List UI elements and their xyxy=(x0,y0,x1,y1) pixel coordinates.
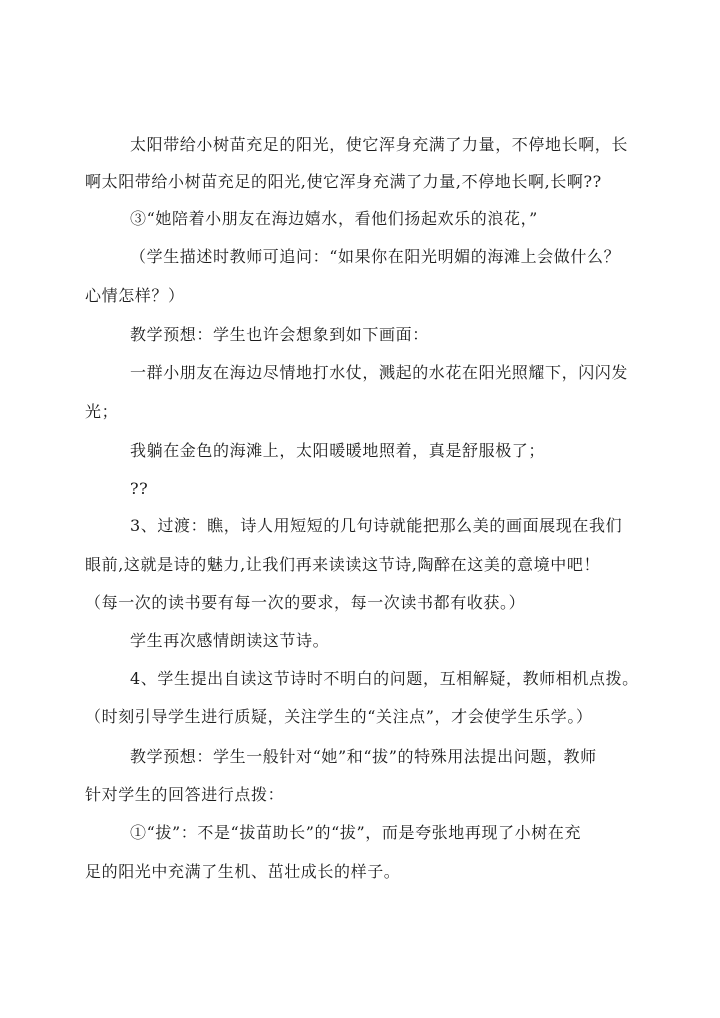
paragraph-line: 足的阳光中充满了生机、茁壮成长的样子。 xyxy=(85,862,401,881)
paragraph-line: ③“她陪着小朋友在海边嬉水，看他们扬起欢乐的浪花，” xyxy=(130,209,538,228)
paragraph-line: 眼前,这就是诗的魅力,让我们再来读读这节诗,陶醉在这美的意境中吧！ xyxy=(85,555,601,574)
paragraph-line: 我躺在金色的海滩上，太阳暖暖地照着，真是舒服极了； xyxy=(130,441,546,460)
paragraph-line: 教学预想：学生也许会想象到如下画面： xyxy=(130,325,429,344)
paragraph-line: ①“拔”：不是“拔苗助长”的“拔”，而是夸张地再现了小树在充 xyxy=(130,823,582,842)
paragraph-line: 3、过渡：瞧，诗人用短短的几句诗就能把那么美的画面展现在我们 xyxy=(130,516,623,535)
paragraph-line: 太阳带给小树苗充足的阳光，使它浑身充满了力量，不停地长啊，长 xyxy=(130,135,629,154)
paragraph-line: （每一次的读书要有每一次的要求，每一次读书都有收获。） xyxy=(85,593,526,612)
paragraph-line: 啊太阳带给小树苗充足的阳光,使它浑身充满了力量,不停地长啊,长啊?? xyxy=(85,172,602,191)
paragraph-line: 心情怎样？） xyxy=(85,286,185,305)
paragraph-line: 学生再次感情朗读这节诗。 xyxy=(130,631,330,650)
paragraph-line: 4、学生提出自读这节诗时不明白的问题，互相解疑，教师相机点拨。 xyxy=(130,669,639,688)
paragraph-line: 光； xyxy=(85,402,119,421)
paragraph-line: 针对学生的回答进行点拨： xyxy=(85,785,285,804)
paragraph-line: （学生描述时教师可追问：“如果你在阳光明媚的海滩上会做什么？ xyxy=(130,247,621,266)
paragraph-line: ?? xyxy=(130,479,149,498)
paragraph-line: 教学预想：学生一般针对“她”和“拔”的特殊用法提出问题，教师 xyxy=(130,747,597,766)
paragraph-line: 一群小朋友在海边尽情地打水仗，溅起的水花在阳光照耀下，闪闪发 xyxy=(130,363,629,382)
paragraph-line: （时刻引导学生进行质疑，关注学生的“关注点”，才会使学生乐学。） xyxy=(85,707,593,726)
